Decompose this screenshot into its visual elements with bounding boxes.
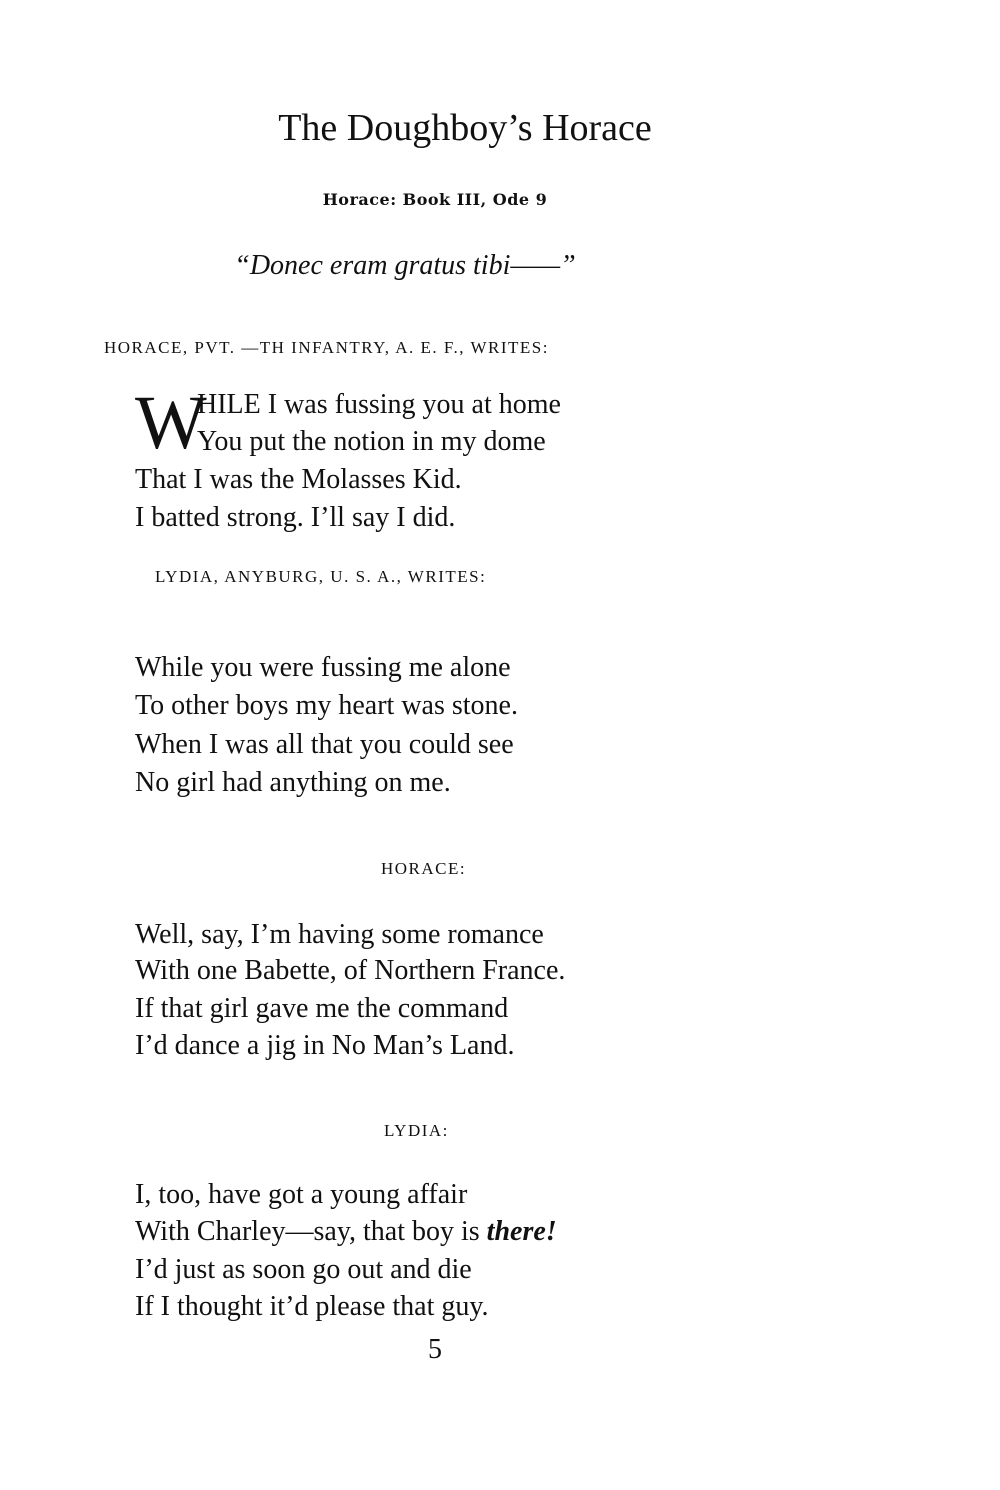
subtitle: Horace: Book III, Ode 9 — [322, 190, 548, 209]
speaker-heading: LYDIA, ANYBURG, U. S. A., WRITES: — [155, 567, 487, 586]
verse-line: I’d just as soon go out and die — [135, 1254, 472, 1285]
verse-line: If that girl gave me the command — [135, 993, 509, 1024]
verse-line: With one Babette, of Northern France. — [135, 955, 566, 986]
verse-line: Well, say, I’m having some romance — [135, 919, 544, 950]
verse-line: That I was the Molasses Kid. — [135, 464, 462, 495]
verse-line: You put the notion in my dome — [197, 426, 546, 457]
speaker-heading: LYDIA: — [384, 1121, 449, 1140]
page-title: The Doughboy’s Horace — [278, 107, 652, 149]
page-number: 5 — [428, 1334, 442, 1365]
verse-line: When I was all that you could see — [135, 729, 514, 760]
verse-line: No girl had anything on me. — [135, 767, 451, 798]
verse-line: I’d dance a jig in No Man’s Land. — [135, 1030, 515, 1061]
speaker-heading: HORACE: — [381, 859, 467, 878]
drop-cap: W — [135, 381, 207, 465]
verse-line: I batted strong. I’ll say I did. — [135, 502, 456, 533]
verse-text: With Charley—say, that boy is — [135, 1216, 487, 1247]
verse-line: If I thought it’d please that guy. — [135, 1291, 489, 1322]
verse-line — [135, 1213, 557, 1250]
verse-line: HILE I was fussing you at home — [197, 389, 561, 420]
epigraph: “Donec eram gratus tibi——” — [234, 250, 576, 281]
verse-line: To other boys my heart was stone. — [135, 690, 518, 721]
emphasis: there! — [486, 1216, 557, 1247]
speaker-heading: HORACE, PVT. —TH INFANTRY, A. E. F., WRITES: — [104, 338, 549, 357]
verse-line: I, too, have got a young affair — [135, 1179, 468, 1210]
verse-line: While you were fussing me alone — [135, 652, 511, 683]
